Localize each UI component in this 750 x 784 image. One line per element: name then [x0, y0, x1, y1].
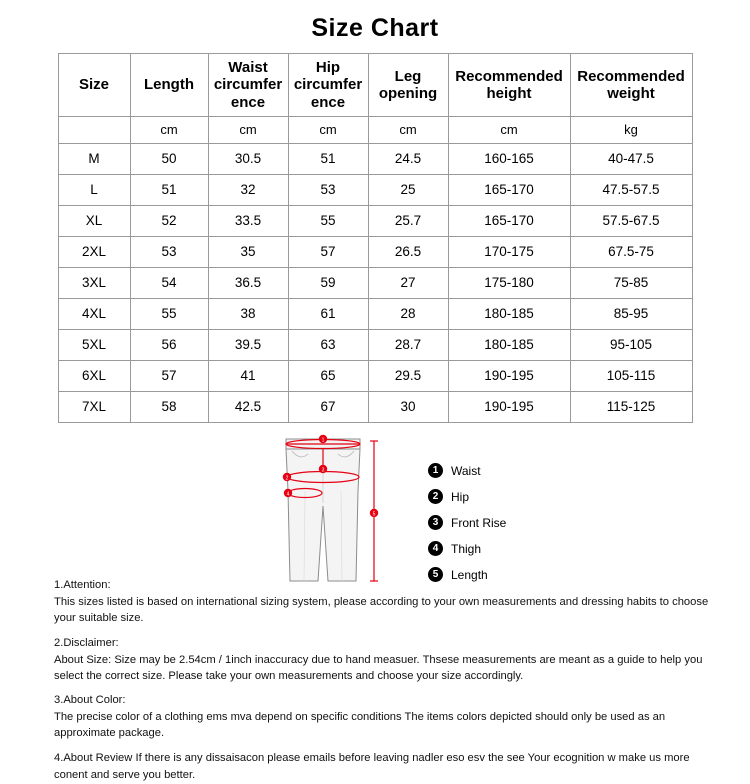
unit-leg-opening: cm	[368, 117, 448, 144]
pants-illustration-icon	[258, 431, 388, 591]
cell-size: L	[58, 175, 130, 206]
column-header-waist: Waist circumference	[208, 54, 288, 117]
cell-size: M	[58, 144, 130, 175]
column-header-leg-opening: Leg opening	[368, 54, 448, 117]
table-row	[58, 361, 692, 392]
cell-leg-opening: 27	[368, 268, 448, 299]
legend-label-thigh: Thigh	[451, 541, 482, 556]
note-body-disclaimer: About Size: Size may be 2.54cm / 1inch inaccuracy due to hand measuer. Thsese measurements are meant as a guide to help you select the correct size. Please take your own measurements and choose your size accordingly.	[54, 653, 703, 682]
cell-size: 2XL	[58, 237, 130, 268]
svg-text:3: 3	[321, 467, 325, 474]
cell-recommended-weight: 115-125	[570, 392, 692, 423]
cell-hip: 57	[288, 237, 368, 268]
unit-size	[58, 117, 130, 144]
cell-hip: 53	[288, 175, 368, 206]
note-heading-attention: 1.Attention:	[54, 579, 111, 591]
cell-recommended-weight: 105-115	[570, 361, 692, 392]
unit-waist: cm	[208, 117, 288, 144]
cell-size: 3XL	[58, 268, 130, 299]
cell-waist: 32	[208, 175, 288, 206]
cell-hip: 61	[288, 299, 368, 330]
cell-hip: 63	[288, 330, 368, 361]
cell-recommended-weight: 85-95	[570, 299, 692, 330]
cell-leg-opening: 28.7	[368, 330, 448, 361]
cell-recommended-height: 190-195	[448, 392, 570, 423]
legend-item-front-rise	[428, 515, 608, 530]
cell-waist: 42.5	[208, 392, 288, 423]
cell-length: 56	[130, 330, 208, 361]
note-body-about-review: conent and serve you better.	[54, 769, 196, 782]
cell-length: 53	[130, 237, 208, 268]
cell-waist: 41	[208, 361, 288, 392]
cell-length: 51	[130, 175, 208, 206]
cell-recommended-height: 165-170	[448, 175, 570, 206]
cell-length: 54	[130, 268, 208, 299]
cell-recommended-weight: 95-105	[570, 330, 692, 361]
column-header-recommended-height: Recommended height	[448, 54, 570, 117]
cell-waist: 33.5	[208, 206, 288, 237]
table-header-row	[58, 54, 692, 117]
cell-size: 4XL	[58, 299, 130, 330]
notes-section	[54, 578, 714, 784]
cell-length: 52	[130, 206, 208, 237]
unit-recommended-weight: kg	[570, 117, 692, 144]
cell-size: XL	[58, 206, 130, 237]
cell-waist: 30.5	[208, 144, 288, 175]
table-row	[58, 392, 692, 423]
table-row	[58, 299, 692, 330]
legend-bullet-3-icon: 3	[428, 515, 443, 530]
cell-waist: 36.5	[208, 268, 288, 299]
cell-recommended-height: 160-165	[448, 144, 570, 175]
note-body-attention: This sizes listed is based on international sizing system, please according to your own measurements and dressing habits to choose your suitable size.	[54, 595, 709, 624]
cell-recommended-weight: 47.5-57.5	[570, 175, 692, 206]
measurement-diagram	[58, 431, 692, 591]
cell-leg-opening: 24.5	[368, 144, 448, 175]
cell-length: 58	[130, 392, 208, 423]
legend-label-hip: Hip	[451, 489, 470, 504]
svg-text:5: 5	[372, 511, 376, 518]
measurement-legend	[428, 463, 608, 593]
cell-recommended-weight: 75-85	[570, 268, 692, 299]
table-row	[58, 144, 692, 175]
cell-leg-opening: 29.5	[368, 361, 448, 392]
cell-leg-opening: 25	[368, 175, 448, 206]
column-header-recommended-weight: Recommended weight	[570, 54, 692, 117]
cell-size: 7XL	[58, 392, 130, 423]
cell-leg-opening: 25.7	[368, 206, 448, 237]
cell-length: 50	[130, 144, 208, 175]
unit-recommended-height: cm	[448, 117, 570, 144]
cell-size: 5XL	[58, 330, 130, 361]
column-header-size: Size	[58, 54, 130, 117]
cell-hip: 67	[288, 392, 368, 423]
note-heading-disclaimer: 2.Disclaimer:	[54, 636, 119, 649]
cell-hip: 51	[288, 144, 368, 175]
cell-recommended-height: 190-195	[448, 361, 570, 392]
note-heading-about-color: 3.About Color:	[54, 694, 126, 707]
legend-label-front-rise: Front Rise	[451, 515, 507, 530]
cell-recommended-weight: 57.5-67.5	[570, 206, 692, 237]
svg-text:2: 2	[285, 475, 289, 482]
cell-recommended-height: 180-185	[448, 299, 570, 330]
cell-waist: 38	[208, 299, 288, 330]
column-header-hip: Hip circumference	[288, 54, 368, 117]
page-title: Size Chart	[311, 14, 439, 42]
cell-recommended-weight: 67.5-75	[570, 237, 692, 268]
legend-label-length: Length	[451, 567, 488, 582]
table-row	[58, 268, 692, 299]
legend-item-thigh	[428, 541, 608, 556]
cell-length: 55	[130, 299, 208, 330]
legend-label-waist: Waist	[451, 463, 481, 478]
legend-bullet-4-icon: 4	[428, 541, 443, 556]
legend-bullet-2-icon: 2	[428, 489, 443, 504]
size-chart-table	[58, 53, 693, 423]
cell-hip: 55	[288, 206, 368, 237]
legend-bullet-1-icon: 1	[428, 463, 443, 478]
column-header-length: Length	[130, 54, 208, 117]
cell-leg-opening: 30	[368, 392, 448, 423]
unit-length: cm	[130, 117, 208, 144]
note-heading-about-review: 4.About Review If there is any dissaisacon please emails before leaving nadler eso esv the see Your ecognition w make us more	[54, 752, 690, 765]
svg-text:4: 4	[286, 491, 290, 498]
cell-recommended-height: 170-175	[448, 237, 570, 268]
cell-waist: 39.5	[208, 330, 288, 361]
legend-item-waist	[428, 463, 608, 478]
unit-hip: cm	[288, 117, 368, 144]
table-row	[58, 237, 692, 268]
svg-text:1: 1	[321, 437, 325, 444]
cell-waist: 35	[208, 237, 288, 268]
cell-length: 57	[130, 361, 208, 392]
note-body-about-color: The precise color of a clothing ems mva depend on specific conditions The items colors depicted should only be used as an approximate package.	[54, 711, 666, 740]
table-row	[58, 175, 692, 206]
table-units-row	[58, 117, 692, 144]
legend-bullet-5-icon: 5	[428, 567, 443, 582]
cell-recommended-height: 175-180	[448, 268, 570, 299]
cell-recommended-height: 180-185	[448, 330, 570, 361]
table-row	[58, 206, 692, 237]
cell-size: 6XL	[58, 361, 130, 392]
table-row	[58, 330, 692, 361]
cell-leg-opening: 26.5	[368, 237, 448, 268]
cell-leg-opening: 28	[368, 299, 448, 330]
cell-hip: 59	[288, 268, 368, 299]
cell-recommended-weight: 40-47.5	[570, 144, 692, 175]
cell-hip: 65	[288, 361, 368, 392]
cell-recommended-height: 165-170	[448, 206, 570, 237]
legend-item-hip	[428, 489, 608, 504]
